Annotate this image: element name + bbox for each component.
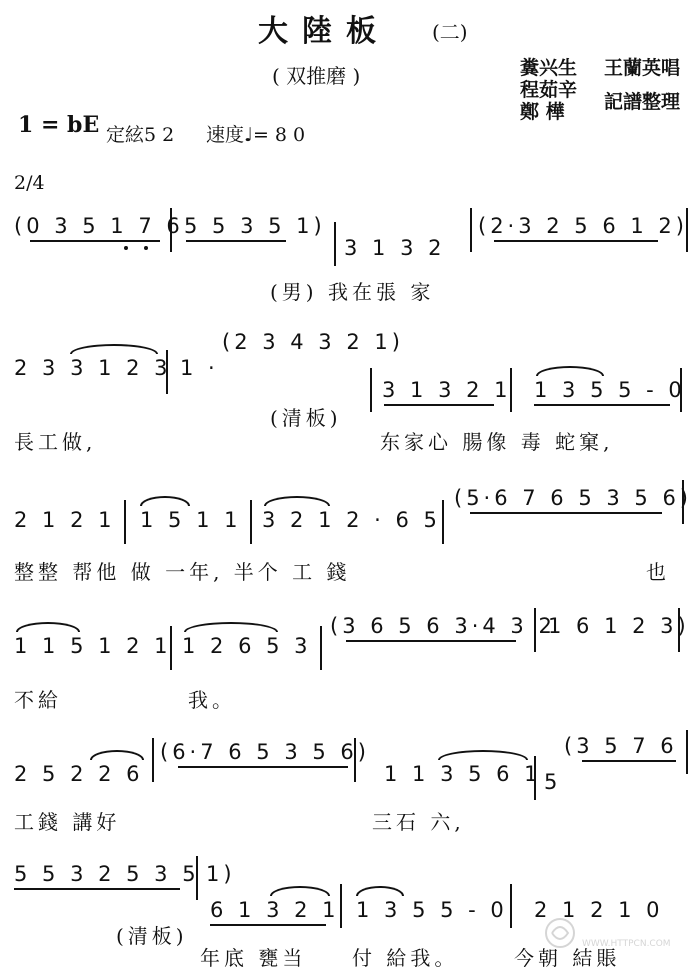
octave-dot (124, 246, 128, 250)
octave-dot (144, 246, 148, 250)
subtitle: ( 双推磨 ) (272, 64, 361, 88)
beam (582, 760, 676, 762)
measure: 1 3 5 5 - 0 (534, 378, 686, 402)
lyric-line: 年底 甕当 (200, 946, 307, 970)
measure: 1 6 1 2 3) (548, 614, 690, 638)
measure: (0 3 5 1 7 6 (14, 214, 184, 238)
barline (680, 368, 682, 412)
measure: 1 · (180, 356, 219, 380)
barline (510, 884, 512, 928)
beam (210, 924, 326, 926)
slur (438, 750, 528, 760)
credit-role-1: 王蘭英唱 (604, 57, 681, 79)
measure: (2·3 2 5 6 1 2) (478, 214, 688, 238)
measure: 5 (544, 770, 562, 794)
time-signature: 2/4 (14, 172, 45, 194)
lyric-line: (清板) (270, 406, 342, 430)
measure: 1 1 3 5 6 1 (384, 762, 542, 786)
title-suffix: (二) (432, 20, 468, 44)
credit-name-2: 程茹辛 (520, 79, 578, 101)
credit-name-3: 鄭 樺 (520, 101, 565, 123)
beam (178, 766, 348, 768)
slur (270, 886, 330, 896)
beam (14, 888, 180, 890)
slur (536, 366, 604, 376)
lyric-line: 也 (646, 560, 670, 584)
tuning: 定絃5 2 (106, 124, 175, 146)
barline (686, 730, 688, 774)
tempo: 速度♩= 8 0 (206, 124, 306, 146)
barline (170, 626, 172, 670)
credit-role-3: 記譜整理 (604, 91, 681, 113)
barline (340, 884, 342, 928)
lyric-line: 今朝 結賬 (514, 946, 621, 970)
measure: 1) (206, 862, 236, 886)
measure: (6·7 6 5 3 5 6) (160, 740, 370, 764)
barline (442, 500, 444, 544)
barline (682, 480, 684, 524)
beam (470, 512, 662, 514)
lyric-line: 东家心 腸像 毒 蛇窠, (380, 430, 614, 454)
barline (686, 208, 688, 252)
measure: 1 3 5 5 - 0 (356, 898, 508, 922)
barline (370, 368, 372, 412)
lyric-line: 不給 (14, 688, 62, 712)
measure: 2 5 2 2 6 (14, 762, 144, 786)
barline (250, 500, 252, 544)
lyric-line: 我。 (188, 688, 236, 712)
key-signature: 1 = bE (18, 112, 100, 138)
measure: 1 2 6 5 3 (182, 634, 312, 658)
measure: 1 1 5 1 2 1 (14, 634, 172, 658)
lyric-line: 整整 帮他 做 一年, 半个 工 錢 (14, 560, 351, 584)
lyric-line: (清板) (116, 924, 188, 948)
barline (470, 208, 472, 252)
slur (264, 496, 330, 506)
slur (90, 750, 144, 760)
barline (334, 222, 336, 266)
barline (678, 608, 680, 652)
slur (140, 496, 190, 506)
lyric-line: 長工做, (14, 430, 97, 454)
slur (70, 344, 158, 354)
measure: 2 3 3 1 2 3 (14, 356, 172, 380)
beam (30, 240, 160, 242)
barline (170, 208, 172, 252)
measure: (5·6 7 6 5 3 5 6) (454, 486, 692, 510)
barline (320, 626, 322, 670)
beam (346, 640, 516, 642)
measure: 3 2 1 2 · 6 5 (262, 508, 441, 532)
credit-name-1: 糞兴生 (520, 57, 578, 79)
lyric-line: 工錢 講好 (14, 810, 121, 834)
slur (16, 622, 80, 632)
lyric-line: 付 給我。 (352, 946, 459, 970)
measure: (3 5 7 6 (564, 734, 678, 758)
watermark-logo (542, 915, 692, 955)
measure: 2 1 2 1 (14, 508, 116, 532)
measure: 5 5 3 2 5 3 5 (14, 862, 200, 886)
barline (534, 608, 536, 652)
slur (184, 622, 278, 632)
page-title: 大陸板 (258, 14, 390, 49)
beam (494, 240, 658, 242)
barline (124, 500, 126, 544)
slur (356, 886, 404, 896)
measure: (3 6 5 6 3·4 3 2 (330, 614, 556, 638)
measure: 6 1 3 2 1 (210, 898, 340, 922)
barline (354, 738, 356, 782)
lyric-line: (男) 我在張 家 (270, 280, 435, 304)
barline (152, 738, 154, 782)
barline (510, 368, 512, 412)
measure: 2 1 2 1 0 (534, 898, 664, 922)
barline (166, 350, 168, 394)
measure: 1 5 1 1 (140, 508, 242, 532)
measure: (2 3 4 3 2 1) (222, 330, 404, 354)
measure: 3 1 3 2 (344, 236, 446, 260)
barline (196, 856, 198, 900)
lyric-line: 三石 六, (372, 810, 465, 834)
beam (186, 240, 286, 242)
beam (384, 404, 494, 406)
barline (534, 756, 536, 800)
watermark-url: WWW.HTTPCN.COM (582, 939, 671, 949)
measure: 5 5 3 5 1) (184, 214, 326, 238)
measure: 3 1 3 2 1 (382, 378, 512, 402)
beam (534, 404, 670, 406)
